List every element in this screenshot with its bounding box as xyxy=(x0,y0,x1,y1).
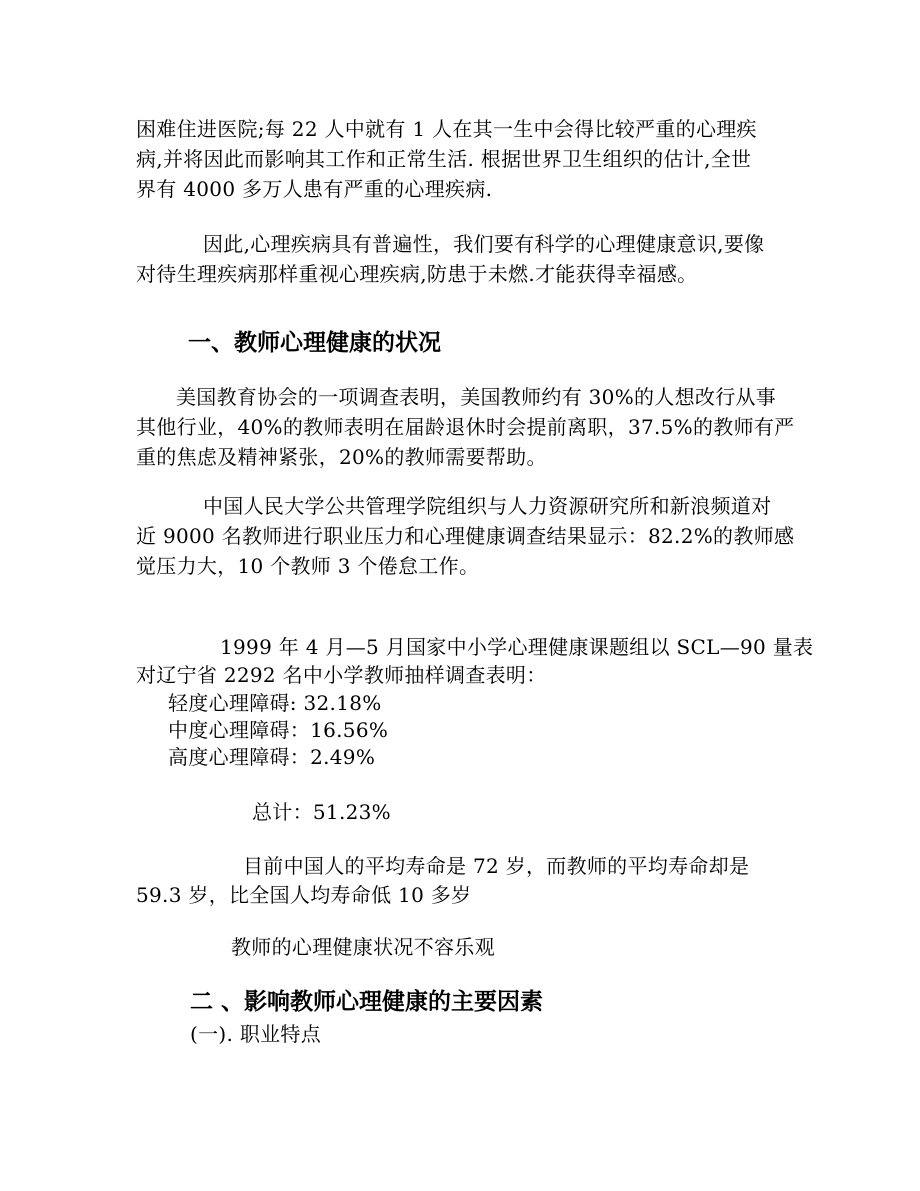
intro-line-2: 病,并将因此而影响其工作和正常生活. 根据世界卫生组织的估计,全世 xyxy=(136,147,752,171)
lifespan-line-2: 59.3 岁，比全国人均寿命低 10 多岁 xyxy=(136,883,472,907)
moderate-disorder-rate: 中度心理障碍：16.56% xyxy=(168,718,389,742)
liaoning-survey-line-2: 对辽宁省 2292 名中小学教师抽样调查表明： xyxy=(136,663,547,687)
intro-line-1: 困难住进医院;每 22 人中就有 1 人在其一生中会得比较严重的心理疾 xyxy=(136,117,757,141)
liaoning-survey-line-1: 1999 年 4 月—5 月国家中小学心理健康课题组以 SCL—90 量表 xyxy=(220,635,814,659)
cn-survey-line-3: 觉压力大，10 个教师 3 个倦怠工作。 xyxy=(136,554,480,578)
intro-line-3: 界有 4000 多万人患有严重的心理疾病. xyxy=(136,177,493,201)
us-survey-line-1: 美国教育协会的一项调查表明，美国教师约有 30%的人想改行从事 xyxy=(176,385,777,409)
section-1-heading: 一、教师心理健康的状况 xyxy=(188,330,441,356)
conclusion-line: 教师的心理健康状况不容乐观 xyxy=(231,935,495,959)
us-survey-line-2: 其他行业，40%的教师表明在届龄退休时会提前离职，37.5%的教师有严 xyxy=(136,415,795,439)
section-2-subheading: (一). 职业特点 xyxy=(190,1022,322,1046)
severe-disorder-rate: 高度心理障碍：2.49% xyxy=(168,745,376,769)
lifespan-line-1: 目前中国人的平均寿命是 72 岁，而教师的平均寿命却是 xyxy=(243,854,750,878)
mild-disorder-rate: 轻度心理障碍: 32.18% xyxy=(168,691,382,715)
us-survey-line-3: 重的焦虑及精神紧张，20%的教师需要帮助。 xyxy=(136,445,547,469)
cn-survey-line-2: 近 9000 名教师进行职业压力和心理健康调查结果显示：82.2%的教师感 xyxy=(136,524,795,548)
section-2-heading: 二 、影响教师心理健康的主要因素 xyxy=(190,989,544,1015)
total-disorder-rate: 总计：51.23% xyxy=(252,800,391,824)
therefore-line-1: 因此,心理疾病具有普遍性，我们要有科学的心理健康意识,要像 xyxy=(203,232,765,256)
cn-survey-line-1: 中国人民大学公共管理学院组织与人力资源研究所和新浪频道对 xyxy=(203,494,772,518)
therefore-line-2: 对待生理疾病那样重视心理疾病,防患于未燃.才能获得幸福感。 xyxy=(136,262,698,286)
